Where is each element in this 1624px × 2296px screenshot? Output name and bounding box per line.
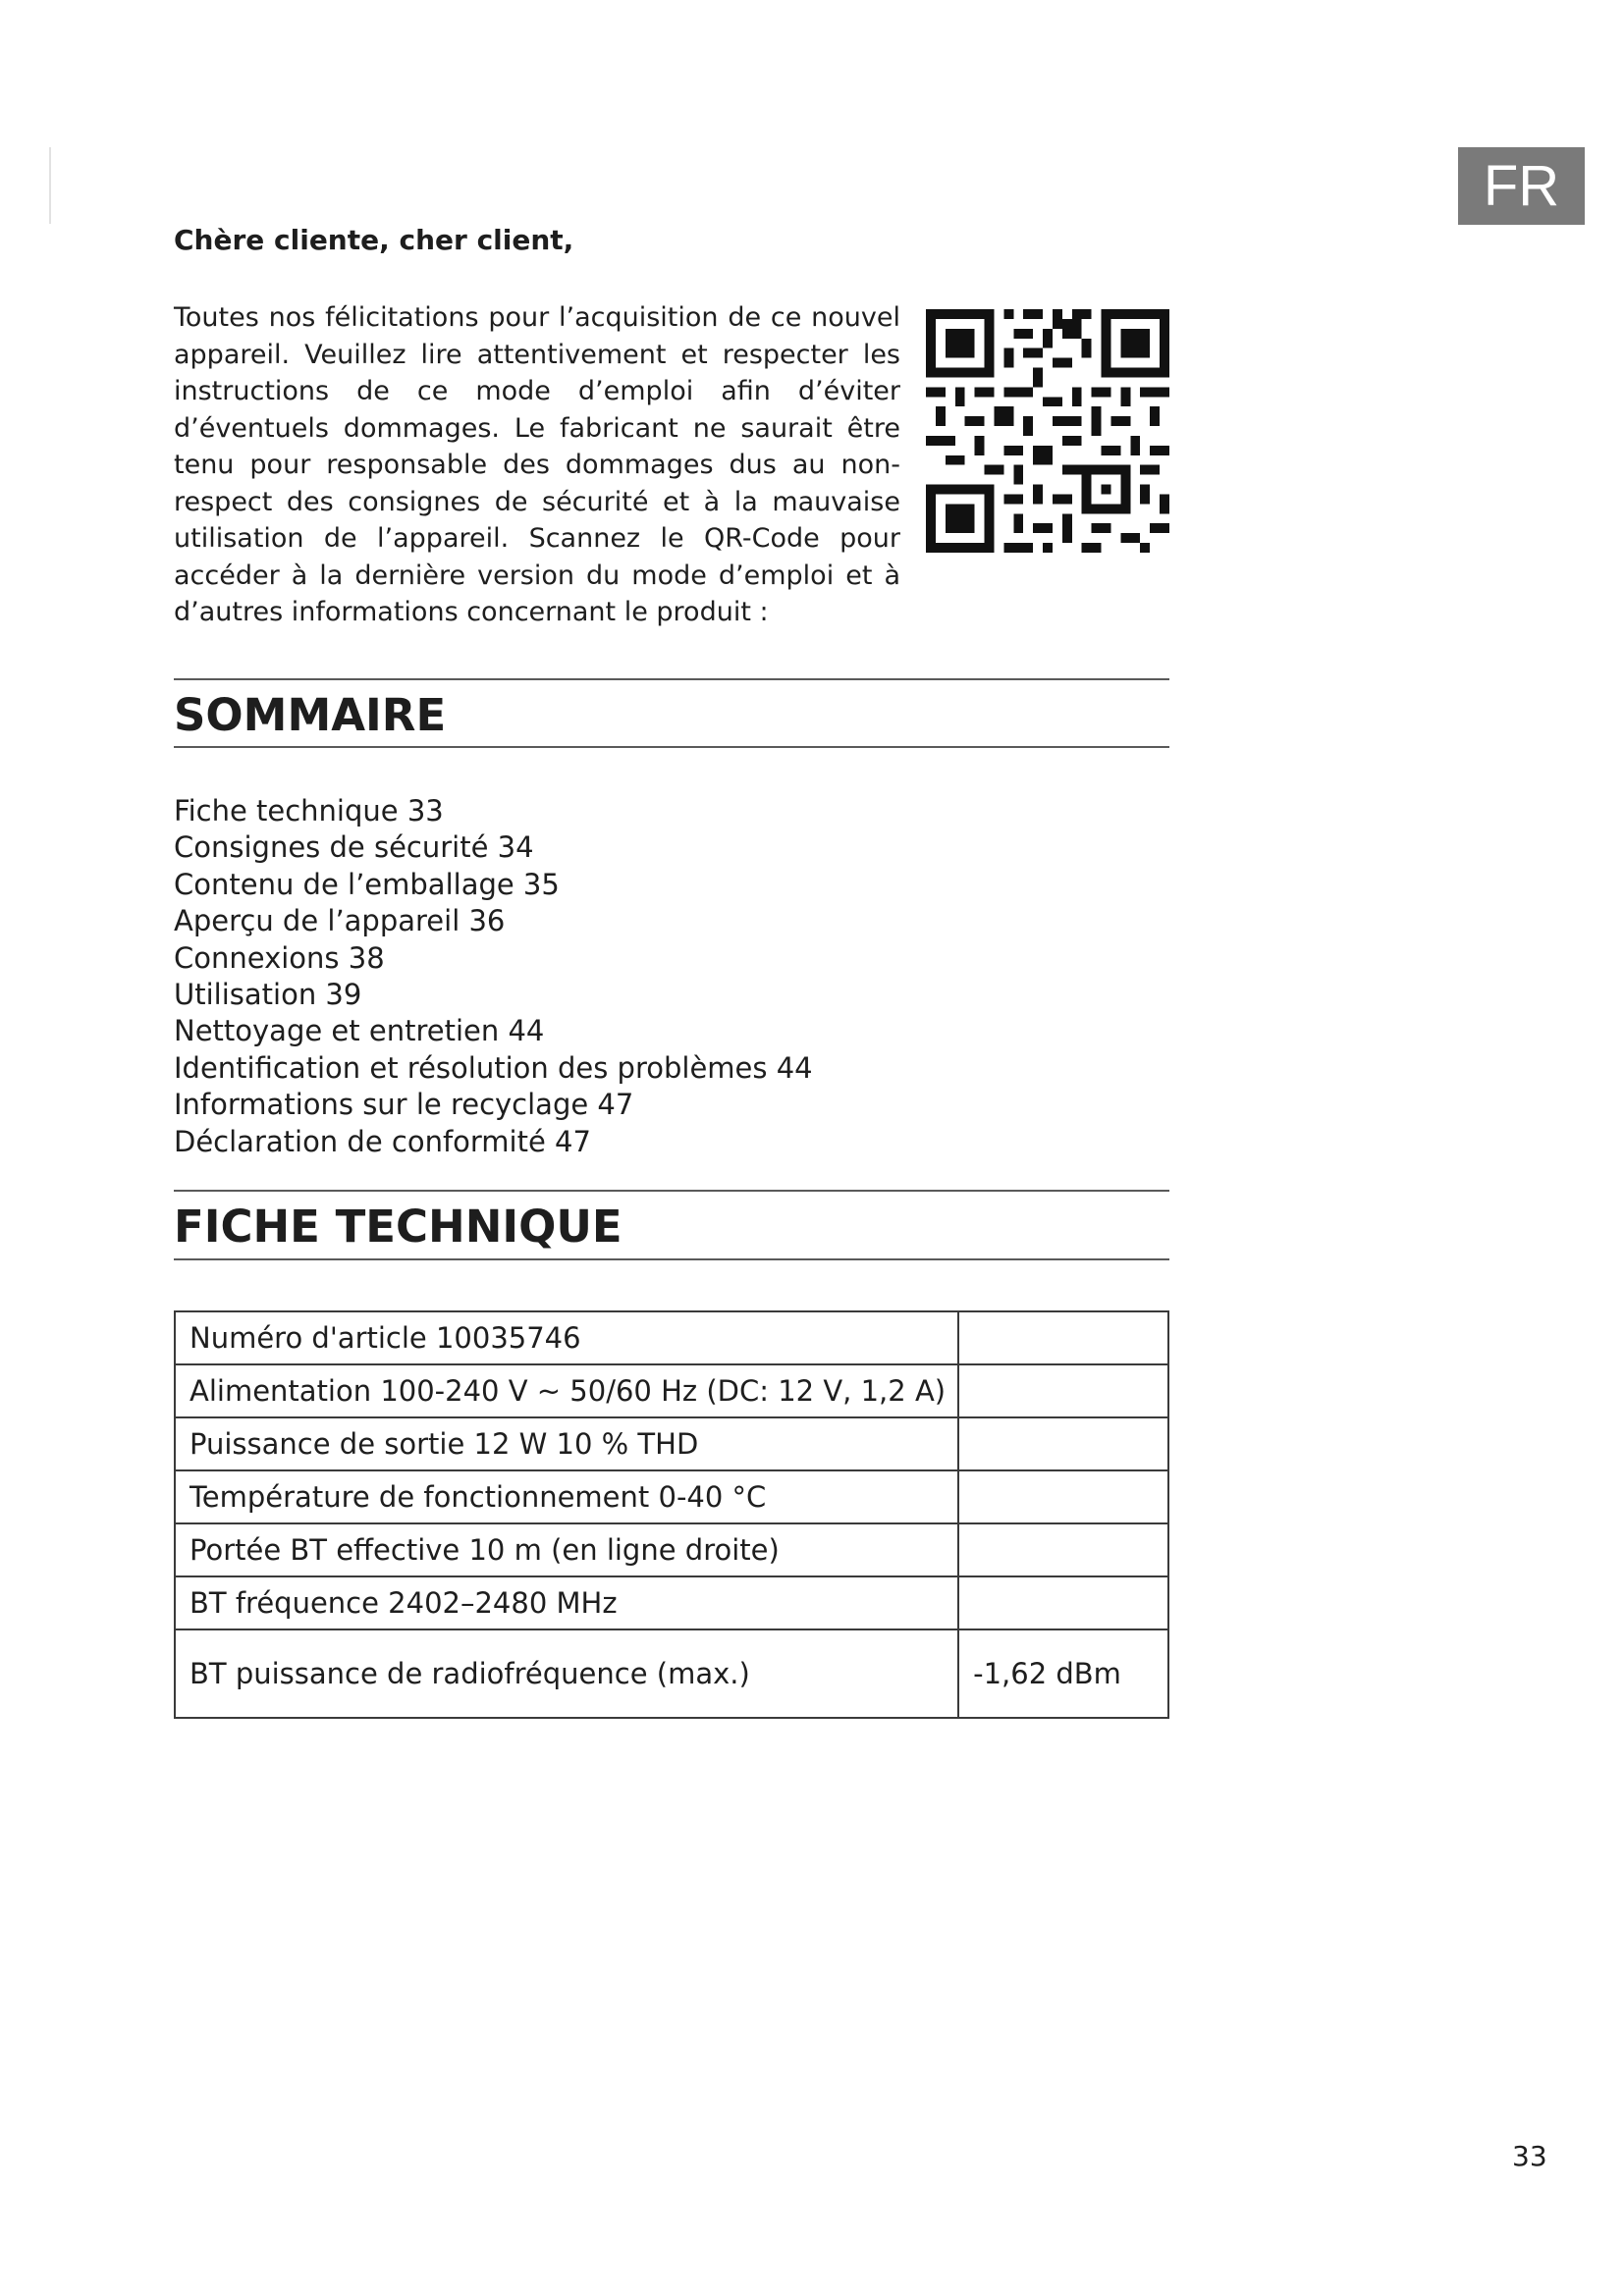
margin-rule [49,147,51,224]
language-badge: FR [1458,147,1585,225]
section-rule-top [174,1190,1169,1192]
page-number: 33 [1512,2140,1547,2172]
section-rule-bottom [174,1258,1169,1260]
spec-label: Alimentation 100-240 V ~ 50/60 Hz (DC: 12 V, 1,2 A) [175,1364,958,1417]
table-row [175,1470,1168,1523]
toc-item: Connexions 38 [174,940,385,975]
spec-table [174,1310,1169,1719]
toc-item: Utilisation 39 [174,978,362,1012]
toc-item: Fiche technique 33 [174,794,444,828]
section-rule-bottom [174,746,1169,748]
toc-item: Informations sur le recyclage 47 [174,1088,634,1122]
table-of-contents [174,793,813,1160]
intro-paragraph: Toutes nos félicitations pour l’acquisition de ce nouvel appareil. Veuillez lire attentivement et respecter les instructions de ce mode d’emploi afin d’éviter d’éventuels dommages. Le fabricant ne saurait être tenu pour responsable des dommages dus au non-respect des consignes de sécurité et à la mauvaise utilisation de l’appareil. Scannez le QR-Code pour accéder à la dernière version du mode d’emploi et à d’autres informations concernant le produit : [174,302,900,627]
table-row [175,1629,1168,1718]
greeting: Chère cliente, cher client, [174,224,574,256]
table-row [175,1523,1168,1576]
toc-item: Nettoyage et entretien 44 [174,1014,545,1048]
spec-value [958,1364,1168,1417]
spec-label: Puissance de sortie 12 W 10 % THD [175,1417,958,1470]
table-row [175,1364,1168,1417]
spec-value [958,1311,1168,1364]
toc-item: Consignes de sécurité 34 [174,830,534,865]
section-rule-top [174,678,1169,680]
table-row [175,1311,1168,1364]
spec-label: Portée BT effective 10 m (en ligne droite) [175,1523,958,1576]
spec-value [958,1523,1168,1576]
tech-sheet-title: FICHE TECHNIQUE [174,1201,623,1253]
spec-value [958,1417,1168,1470]
table-row [175,1576,1168,1629]
spec-label: Numéro d'article 10035746 [175,1311,958,1364]
spec-label: BT fréquence 2402–2480 MHz [175,1576,958,1629]
toc-item: Aperçu de l’appareil 36 [174,904,506,938]
spec-value [958,1576,1168,1629]
summary-title: SOMMAIRE [174,689,447,741]
toc-item: Déclaration de conformité 47 [174,1124,591,1158]
spec-label: Température de fonctionnement 0-40 °C [175,1470,958,1523]
toc-item: Identification et résolution des problèmes 44 [174,1050,813,1085]
spec-value [958,1470,1168,1523]
toc-item: Contenu de l’emballage 35 [174,867,560,901]
qr-code [926,309,1169,553]
table-row [175,1417,1168,1470]
spec-label: BT puissance de radiofréquence (max.) [175,1629,958,1718]
spec-value: -1,62 dBm [958,1629,1168,1718]
